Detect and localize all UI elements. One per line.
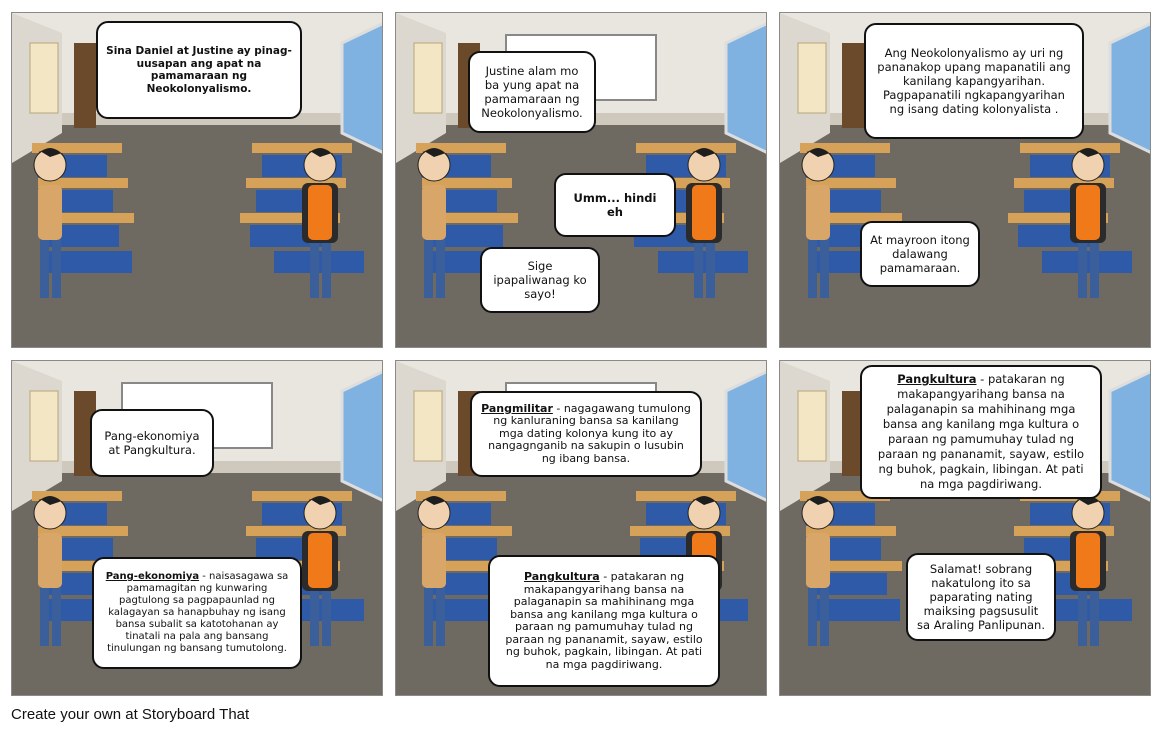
poster [798,43,826,113]
desk [1020,143,1120,153]
window [342,371,383,501]
panel-3 [779,12,1151,348]
speech-bubble [90,409,214,477]
term-label: Pangkultura [897,372,977,386]
bubble-text: - nagagawang tumulong ng kanluraning bansa sa kanilang mga dating kolonya kung ito ay nangagnganib na sakupin o lusubin ng ibang bansa. [488,401,691,465]
term-label: Pangkultura [523,570,600,583]
speech-bubble [488,555,720,687]
desk [252,491,352,501]
term-label: Pang-ekonomiya [105,571,200,582]
speech-bubble [480,247,600,313]
speech-bubble [864,23,1084,139]
speech-bubble [470,391,702,477]
bubble-text: - patakaran ng makapangyarihang bansa na palaganapin sa mahihinang mga bansa ang kanilang mga kultura o paraan ng pamumuhay tulad ng paraan ng pananamit, sayaw, estilo ng buhok, pagkain, libingan. At pati na mga pagdiriwang. [505,570,703,671]
bubble-text: At mayroon itong dalawang pamamaraan. [870,233,970,275]
poster [414,43,442,113]
speech-bubble [906,553,1056,641]
bubble-text: Ang Neokolonyalismo ay uri ng pananakop upang mapanatili ang kanilang kapangyarihan. Pagpapanatili ngkapangyarihan ng isang dating kolonyalista . [877,46,1071,116]
bubble-text: - naisasagawa sa pamamagitan ng kunwaring pagtulong sa pagpapaunlad ng kalagayan sa hanapbuhay ng isang bansa subalit sa katotohanan ay tinatali na pala ang bansang tinulungan ng bansang tumutolong. [107,571,289,654]
bubble-text: Justine alam mo ba yung apat na pamamaraan ng Neokolonyalismo. [481,64,583,120]
speech-bubble [96,21,302,119]
bubble-text: Umm... hindi eh [573,191,657,219]
bubble-text: Sina Daniel at Justine ay pinag-uusapan ang apat na pamamaraan ng Neokolonyalismo. [106,45,292,95]
desk [636,143,736,153]
speech-bubble [554,173,676,237]
bubble-text: Pang-ekonomiya at Pangkultura. [104,429,200,457]
panel-1 [11,12,383,348]
door [842,43,864,128]
speech-bubble [860,365,1102,499]
speech-bubble [468,51,596,133]
window [1110,23,1151,153]
term-label: Pangmilitar [481,401,553,415]
panel-5 [395,360,767,696]
bubble-text: - patakaran ng makapangyarihang bansa na palaganapin sa mahihinang mga bansa ang kanilang mga kultura o paraan ng pamumuhay tulad ng paraan ng pananamit, sayaw, estilo ng buhok, pagkain, libingan. At pati na mga pagdiriwang. [877,372,1085,491]
speech-bubble [92,557,302,669]
panel-6 [779,360,1151,696]
desk [252,143,352,153]
panel-2 [395,12,767,348]
poster [798,391,826,461]
speech-bubble [860,221,980,287]
window [726,23,767,153]
window [1110,371,1151,501]
panel-4 [11,360,383,696]
window [342,23,383,153]
bubble-text: Sige ipapaliwanag ko sayo! [493,259,587,301]
desk [636,491,736,501]
poster [30,391,58,461]
footer-credit[interactable]: Create your own at Storyboard That [11,706,250,723]
bubble-text: Salamat! sobrang nakatulong ito sa paparating nating maiksing pagsusulit sa Araling Panlipunan. [917,562,1045,632]
poster [414,391,442,461]
window [726,371,767,501]
door [74,43,96,128]
poster [30,43,58,113]
